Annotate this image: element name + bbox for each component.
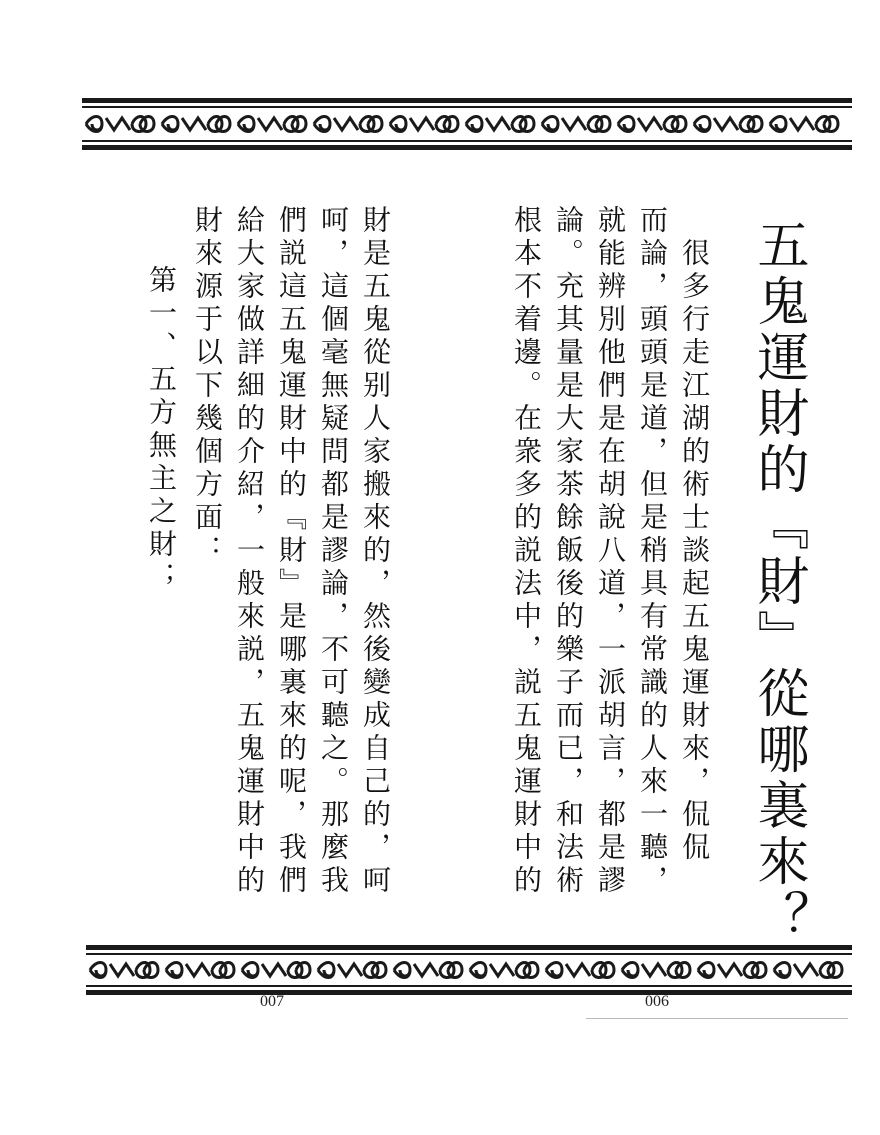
section-heading: 第一、五方無主之財； <box>145 265 178 595</box>
scroll-motif-icon <box>162 117 230 132</box>
ornament-border-icon <box>86 945 852 995</box>
page-number-left: 007 <box>260 993 284 1010</box>
scroll-motif-icon <box>774 963 842 978</box>
bottom-ornament-band <box>86 945 852 995</box>
text-line: 呵，這個毫無疑問都是謬論，不可聽之。那麼我 <box>317 205 350 898</box>
scroll-motif-icon <box>698 963 766 978</box>
chapter-title: 五鬼運財的『財』從哪裏來？ <box>748 218 808 946</box>
scroll-motif-icon <box>90 963 158 978</box>
footer-rule <box>586 1018 848 1019</box>
scroll-motif-icon <box>166 963 234 978</box>
scroll-motif-icon <box>390 117 458 132</box>
scroll-motif-icon <box>546 963 614 978</box>
scroll-motif-icon <box>618 117 686 132</box>
scroll-motif-icon <box>314 117 382 132</box>
scroll-motif-icon <box>394 963 462 978</box>
scroll-motif-icon <box>318 963 386 978</box>
scroll-motif-icon <box>542 117 610 132</box>
text-line: 根本不着邊。在衆多的説法中，説五鬼運財中的 <box>510 205 543 898</box>
top-ornament-band <box>82 98 852 150</box>
text-line: 財來源于以下幾個方面： <box>191 205 224 568</box>
right-page-body <box>505 205 715 925</box>
scroll-motif-icon <box>242 963 310 978</box>
scroll-motif-icon <box>694 117 762 132</box>
scroll-motif-icon <box>86 117 154 132</box>
text-line: 論。充其量是大家茶餘飯後的樂子而已，和法術 <box>552 205 585 898</box>
page-number-right: 006 <box>645 993 669 1010</box>
text-line: 們説這五鬼運財中的『財』是哪裏來的呢，我們 <box>275 205 308 898</box>
scroll-motif-icon <box>470 963 538 978</box>
scroll-motif-icon <box>466 117 534 132</box>
text-line: 而論，頭頭是道，但是稍具有常識的人來一聽， <box>636 205 669 898</box>
text-line: 很多行走江湖的術士談起五鬼運財來，侃侃 <box>678 205 711 865</box>
scroll-motif-icon <box>622 963 690 978</box>
ornament-border-icon <box>82 98 852 150</box>
left-page-body <box>186 205 396 925</box>
scroll-motif-icon <box>770 117 838 132</box>
text-line: 財是五鬼從别人家搬來的，然後變成自己的，呵 <box>359 205 392 898</box>
scroll-motif-icon <box>238 117 306 132</box>
text-line: 給大家做詳細的介紹，一般來説，五鬼運財中的 <box>233 205 266 898</box>
text-line: 就能辨別他們是在胡說八道，一派胡言，都是謬 <box>594 205 627 898</box>
